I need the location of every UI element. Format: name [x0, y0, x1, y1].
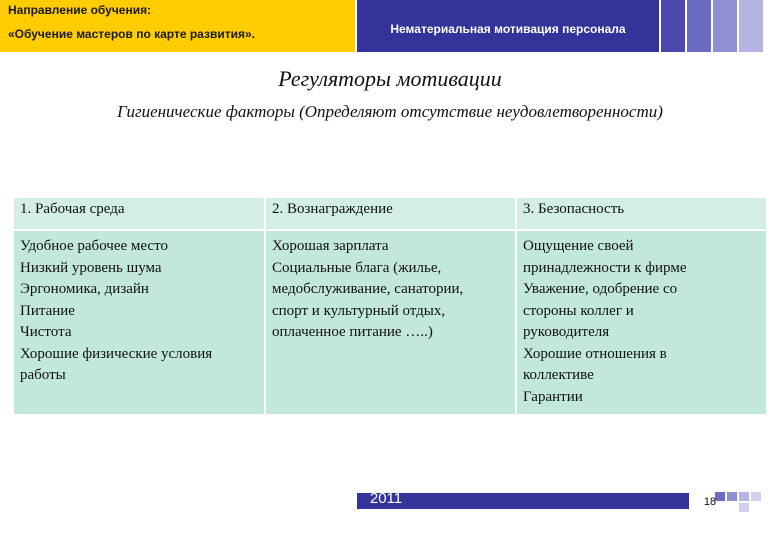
- factors-table: [12, 196, 768, 416]
- footer-decor-square: [739, 492, 749, 501]
- list-item: Низкий уровень шума: [20, 259, 162, 276]
- list-item: работы: [20, 367, 66, 383]
- work-environment-cell: [13, 230, 265, 415]
- list-item: Хорошие физические условия: [20, 345, 213, 362]
- header-decor-square: [687, 0, 711, 52]
- header-direction-banner: [0, 0, 355, 52]
- column-header: 1. Рабочая среда: [13, 197, 265, 230]
- list-item: коллективе: [523, 367, 594, 383]
- list-item: руководителя: [523, 324, 610, 340]
- page-title: Регуляторы мотивации: [278, 66, 502, 91]
- direction-label: Направление обучения:: [8, 3, 152, 17]
- list-item: Хорошая зарплата: [272, 238, 389, 254]
- page-subtitle: Гигиенические факторы (Определяют отсутствие неудовлетворенности): [117, 102, 663, 121]
- list-item: Эргономика, дизайн: [20, 281, 149, 297]
- list-item: Гарантии: [523, 388, 583, 405]
- security-cell: [516, 230, 767, 415]
- table-header-row: [13, 197, 767, 230]
- header-decor-square: [661, 0, 685, 52]
- list-item: Социальные блага (жилье,: [272, 259, 442, 276]
- table-row: [13, 230, 767, 415]
- direction-value: «Обучение мастеров по карте развития».: [8, 27, 255, 41]
- header-topic-banner: [357, 0, 659, 52]
- header-decor-square: [713, 0, 737, 52]
- list-item: принадлежности к фирме: [523, 259, 687, 276]
- list-item: медобслуживание, санатории,: [272, 281, 464, 297]
- list-item: стороны коллег и: [523, 302, 634, 319]
- list-item: спорт и культурный отдых,: [272, 302, 446, 319]
- column-header: 3. Безопасность: [516, 197, 767, 230]
- column-header: 2. Вознаграждение: [265, 197, 516, 230]
- page-number: 18: [703, 496, 717, 508]
- footer-decor-square: [739, 503, 749, 512]
- reward-cell: [265, 230, 516, 415]
- footer-year: 2011: [369, 490, 403, 507]
- list-item: Питание: [20, 302, 75, 319]
- topic-title: Нематериальная мотивация персонала: [390, 22, 626, 36]
- list-item: Хорошие отношения в: [523, 345, 667, 362]
- header-decor-square: [739, 0, 763, 52]
- list-item: оплаченное питание …..): [272, 324, 433, 340]
- list-item: Удобное рабочее место: [20, 238, 168, 254]
- list-item: Уважение, одобрение со: [523, 281, 678, 297]
- list-item: Чистота: [20, 324, 72, 340]
- footer-decor-square: [751, 492, 761, 501]
- list-item: Ощущение своей: [523, 238, 634, 254]
